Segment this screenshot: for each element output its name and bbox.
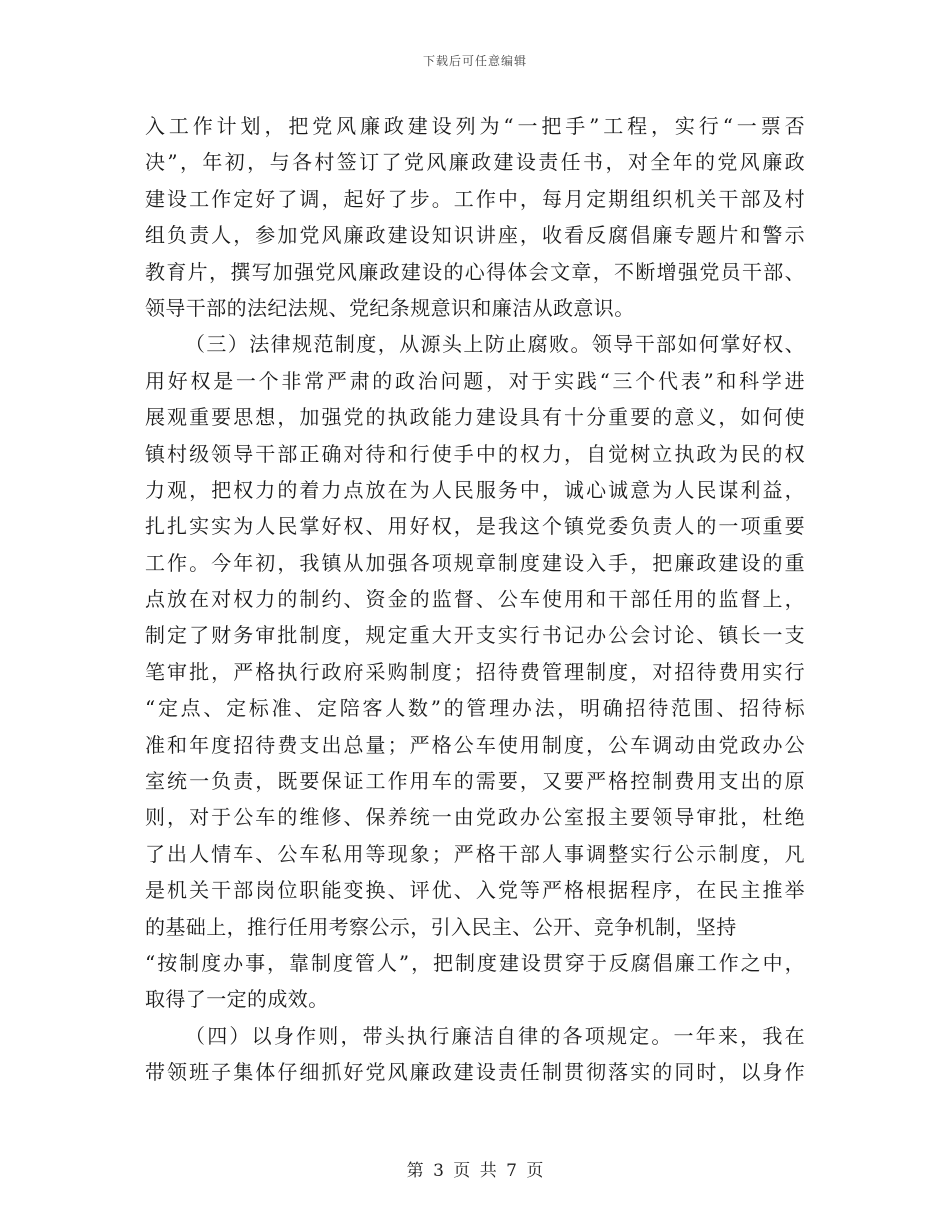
paragraph-line: 的基础上，推行任用考察公示，引入民主、公开、竞争机制，坚持: [145, 914, 737, 939]
paragraph-line: “按制度办事，靠制度管人”，把制度建设贯穿于反腐倡廉工作之中，: [145, 950, 805, 975]
paragraph-line: 点放在对权力的制约、资金的监督、公车使用和干部任用的监督上，: [145, 587, 805, 612]
paragraph-line: 是机关干部岗位职能变换、评优、入党等严格根据程序，在民主推举: [145, 878, 805, 903]
paragraph-line: “定点、定标准、定陪客人数”的管理办法，明确招待范围、招待标: [145, 696, 805, 721]
paragraph-line: 领导干部的法纪法规、党纪条规意识和廉洁从政意识。: [145, 295, 635, 320]
paragraph-line: （四）以身作则，带头执行廉洁自律的各项规定。一年来，我在: [185, 1023, 805, 1048]
page-number: 第 3 页 共 7 页: [406, 1161, 544, 1181]
paragraph-line: 了出人情车、公车私用等现象；严格干部人事调整实行公示制度，凡: [145, 841, 805, 866]
paragraph-line: 展观重要思想，加强党的执政能力建设具有十分重要的意义，如何使: [145, 405, 805, 430]
paragraph-line: 笔审批，严格执行政府采购制度；招待费管理制度，对招待费用实行: [145, 659, 805, 684]
paragraph-line: 室统一负责，既要保证工作用车的需要，又要严格控制费用支出的原: [145, 769, 805, 794]
paragraph-line: 镇村级领导干部正确对待和行使手中的权力，自觉树立执政为民的权: [145, 441, 805, 466]
paragraph-line: （三）法律规范制度，从源头上防止腐败。领导干部如何掌好权、: [185, 332, 805, 357]
paragraph-line: 取得了一定的成效。: [145, 987, 329, 1012]
paragraph-line: 工作。今年初，我镇从加强各项规章制度建设入手，把廉政建设的重: [145, 550, 805, 575]
paragraph-line: 决”，年初，与各村签订了党风廉政建设责任书，对全年的党风廉政: [145, 150, 805, 175]
paragraph-line: 教育片，撰写加强党风廉政建设的心得体会文章，不断增强党员干部、: [145, 259, 805, 284]
paragraph-line: 用好权是一个非常严肃的政治问题，对于实践“三个代表”和科学进: [145, 368, 805, 393]
paragraph-line: 组负责人，参加党风廉政建设知识讲座，收看反腐倡廉专题片和警示: [145, 223, 805, 248]
paragraph-line: 力观，把权力的着力点放在为人民服务中，诚心诚意为人民谋利益，: [145, 477, 805, 502]
paragraph-line: 建设工作定好了调，起好了步。工作中，每月定期组织机关干部及村: [145, 186, 805, 211]
document-body: [145, 108, 805, 1091]
paragraph-line: 则，对于公车的维修、保养统一由党政办公室报主要领导审批，杜绝: [145, 805, 805, 830]
paragraph-line: 扎扎实实为人民掌好权、用好权，是我这个镇党委负责人的一项重要: [145, 514, 805, 539]
paragraph-line: 准和年度招待费支出总量；严格公车使用制度，公车调动由党政办公: [145, 732, 805, 757]
paragraph-line: 制定了财务审批制度，规定重大开支实行书记办公会讨论、镇长一支: [145, 623, 805, 648]
paragraph-line: 带领班子集体仔细抓好党风廉政建设责任制贯彻落实的同时，以身作: [145, 1060, 805, 1085]
paragraph-line: 入工作计划，把党风廉政建设列为“一把手”工程，实行“一票否: [145, 114, 805, 138]
page-header: 下载后可任意编辑: [422, 54, 527, 68]
